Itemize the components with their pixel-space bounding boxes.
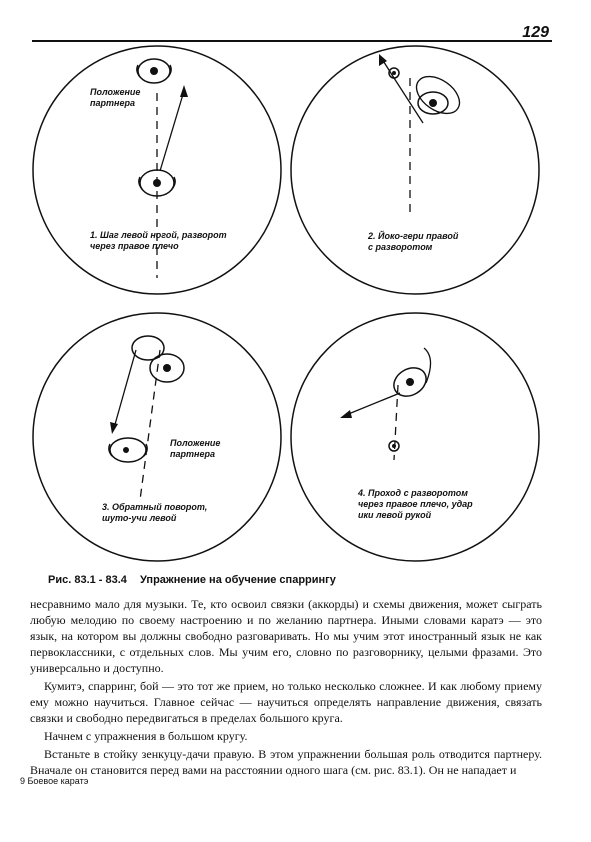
page-footer: 9 Боевое каратэ [20, 776, 89, 786]
figure-1-diagram [30, 43, 285, 298]
figure-4-diagram [288, 310, 543, 565]
figure-1-caption: 1. Шаг левой ногой, разворот через правое плечо [90, 230, 227, 251]
figure-3-label: Положение партнера [170, 438, 221, 459]
figure-caption-number: Рис. 83.1 - 83.4 [48, 574, 127, 586]
figure-caption [48, 574, 336, 586]
paragraph-2: Кумитэ, спарринг, бой — это тот же прием, но только несколько сложнее. И как любому приему ему можно научиться. Главное сейчас — научиться определять направление движения, связать связки и свободно передвигаться в пределах большого круга. [30, 679, 542, 725]
header-rule [32, 40, 552, 42]
figure-3 [30, 310, 285, 565]
paragraph-4: Встаньте в стойку зенкуцу-дачи правую. В этом упражнении большая роль отводится партнеру. Вначале он становится перед вами на расстоянии одного шага (см. рис. 83.1). Он не нападает и [30, 747, 542, 777]
paragraph-1: несравнимо мало для музыки. Те, кто освоил связки (аккорды) и схемы движения, может сыграть любую мелодию по своему настроению и по желанию партнера. Иными словами каратэ — это язык, на котором вы должны свободно разговаривать. Но мы учим этот иностранный язык не как первоклассники, с отдельных слов. Мы учим его, словно по разговорнику, целыми фразами. Это универсально и доступно. [30, 597, 542, 675]
figure-4-caption: 4. Проход с разворотом через правое плечо, удар ики левой рукой [358, 488, 473, 520]
page-number: 129 [522, 24, 549, 41]
figure-3-caption: 3. Обратный поворот, шуто-учи левой [102, 502, 208, 523]
body-text [30, 596, 542, 778]
figure-2 [288, 43, 543, 298]
figure-caption-title: Упражнение на обучение спаррингу [140, 574, 336, 586]
figure-2-diagram [288, 43, 543, 298]
figure-4 [288, 310, 543, 565]
figure-3-diagram [30, 310, 285, 565]
figure-1-label: Положение партнера [90, 87, 141, 108]
figure-1 [30, 43, 285, 298]
figure-2-caption: 2. Йоко-гери правой с разворотом [368, 231, 459, 252]
paragraph-3: Начнем с упражнения в большом кругу. [44, 729, 248, 743]
